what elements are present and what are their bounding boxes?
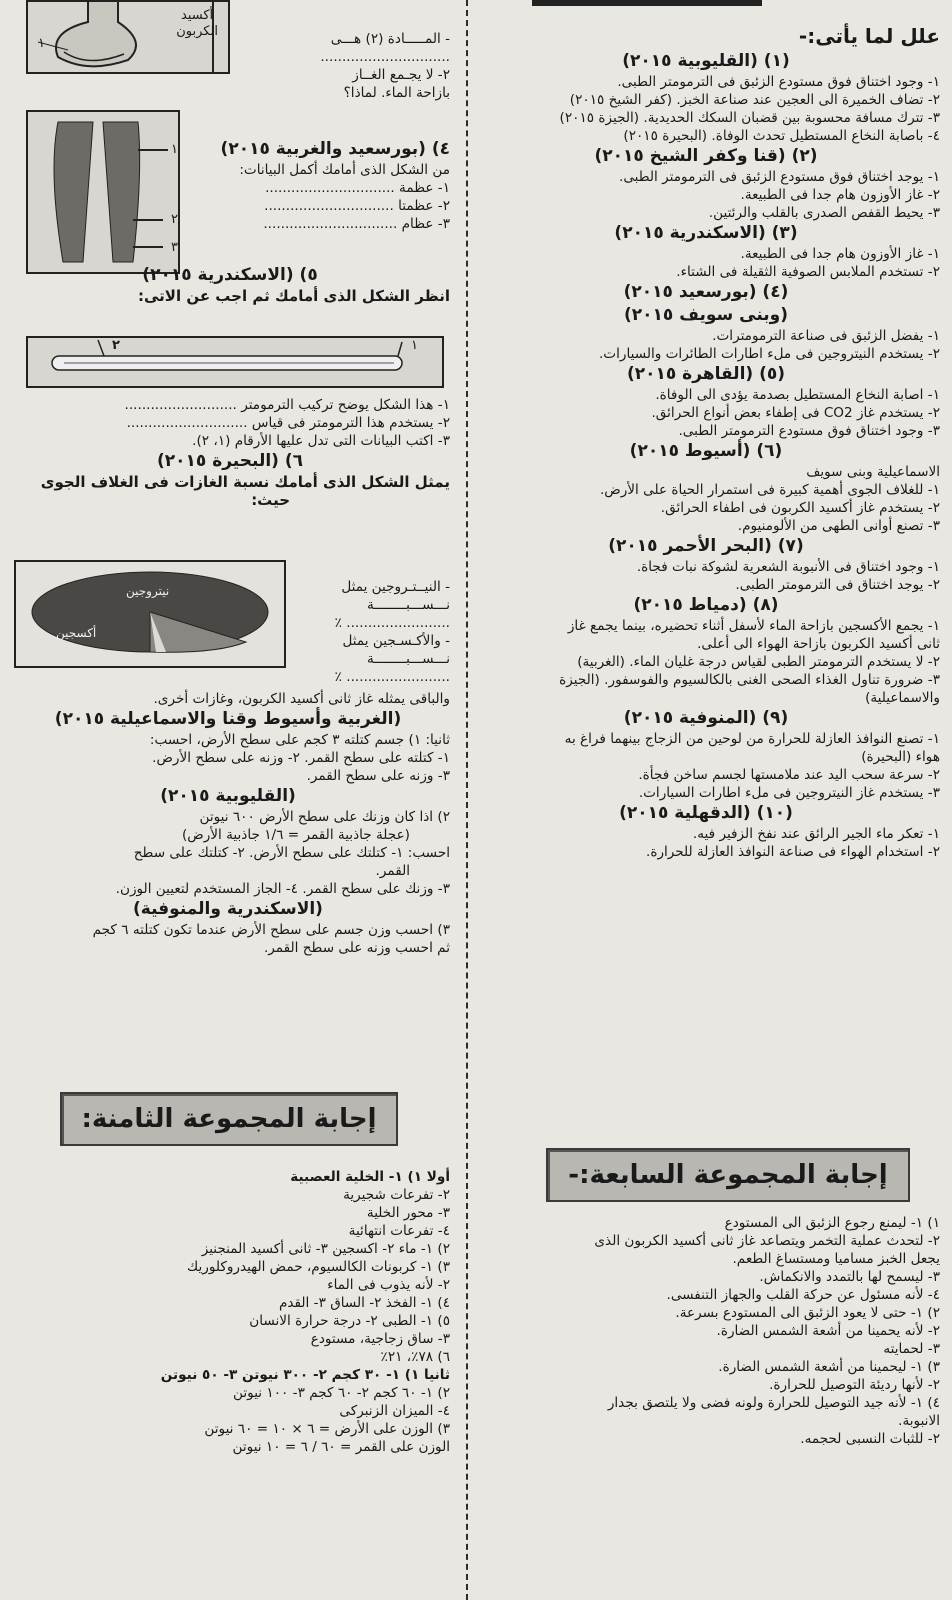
q5-item-2: ٢- يستخدم هذا الترمومتر فى قياس ............................ [126, 415, 450, 431]
right-block-item: ١- يفضل الزئبق فى صناعة الترمومترات. [712, 328, 940, 344]
right-answer-line: ٣- لحمايته [883, 1341, 940, 1357]
right-block-item: ٣- تصنع أوانى الطهى من الألومنيوم. [737, 518, 940, 534]
right-block-item: ١- وجود اختناق فوق مستودع الزئبق فى الترمومتر الطبى. [617, 74, 940, 90]
qalyub-line-2: (عجلة جاذبية القمر = ١/٦ جاذبية الأرض) [181, 827, 410, 843]
right-block-item: الاسماعيلية وبنى سويف [806, 464, 940, 480]
right-answer-line: ١) ١- ليمنع رجوع الزئبق الى المستودع [724, 1215, 940, 1231]
qalyub-heading: (القليوبية ٢٠١٥) [160, 786, 296, 806]
right-block-item: ٢- تستخدم الملابس الصوفية الثقيلة فى الشتاء. [676, 264, 940, 280]
right-block-item: ثانى أكسيد الكربون بازاحة الهواء الى أعلى. [697, 636, 940, 652]
right-block-item: ٣- يستخدم غاز النيتروجين فى ملء اطارات السيارات. [638, 785, 940, 801]
alex-line-2: ثم احسب وزنه على سطح القمر. [263, 940, 450, 956]
left-top-line-1: - المـــــادة (٢) هـــى [330, 31, 450, 47]
column-divider [466, 0, 468, 1600]
q4-item-1: ١- عظمة .............................. [265, 180, 450, 196]
pie-label-oxygen: أكسجين [56, 626, 97, 640]
left-answer-line: ٤) ١- الفخذ ٢- الساق ٣- القدم [278, 1295, 450, 1311]
right-answer-line: ٤- لأنه مسئول عن حركة القلب والجهاز التنفسى. [666, 1287, 940, 1303]
q4-heading: ٤) (بورسعيد والغربية ٢٠١٥) [220, 139, 450, 159]
left-answer-line: ٤- تفرعات انتهائية [348, 1223, 450, 1239]
right-block-item: ١- تعكر ماء الجير الرائق عند نفخ الزفير فيه. [692, 826, 940, 842]
left-answer-line: ٢- لأنه يذوب فى الماء [327, 1277, 450, 1293]
gas-pie-figure [14, 560, 286, 668]
q4-item-3: ٣- عظام ............................... [263, 216, 450, 232]
leg-label-3: ٣ [171, 240, 178, 255]
alex-line-1: ٣) احسب وزن جسم على سطح الأرض عندما تكون كتلته ٦ كجم [92, 922, 450, 938]
leg-label-1: ١ [171, 142, 178, 157]
thania-line-1: ثانيا: ١) جسم كتلته ٣ كجم على سطح الأرض، احسب: [149, 732, 450, 748]
right-answer-line: ٢- للثبات النسبى لحجمه. [800, 1431, 940, 1447]
left-answer-line: ٣) الوزن على الأرض = ٦ × ١٠ = ٦٠ نيوتن [204, 1421, 450, 1437]
thania-line-2: ١- كتلته على سطح القمر. ٢- وزنه على سطح الأرض. [152, 750, 450, 766]
right-answer-line: ٢- لأنه يحمينا من أشعة الشمس الضارة. [716, 1323, 940, 1339]
leg-bones-figure [26, 110, 180, 274]
right-block-item: ٢- غاز الأوزون هام جدا فى الطبيعة. [740, 187, 940, 203]
right-answer-line: ٢- لأنها رديئة التوصيل للحرارة. [769, 1377, 940, 1393]
right-block-heading: (٤) (بورسعيد ٢٠١٥) [623, 282, 789, 302]
right-questions [472, 50, 940, 861]
left-answer-line: ٢) ١- ٦٠ كجم ٢- ٦٠ كجم ٣- ١٠٠ نيوتن [233, 1385, 450, 1401]
left-answer-line: ٢) ١- ماء ٢- اكسجين ٣- ثانى أكسيد المنجنيز [201, 1241, 450, 1257]
alex-heading: (الاسكندرية والمنوفية) [133, 899, 323, 919]
right-block-item: ٣- ضرورة تناول الغذاء الصحى الغنى بالكالسيوم والفوسفور. (الجيزة [559, 672, 940, 688]
q5-item-1: ١- هذا الشكل يوضح تركيب الترمومتر .......................... [124, 397, 450, 413]
right-answer-line: ٢- لتحدث عملية التخمر ويتصاعد غاز ثانى أكسيد الكربون الذى [594, 1233, 940, 1249]
right-block-item: ٢- يستخدم النيتروجين فى ملء اطارات الطائرات والسيارات. [598, 346, 940, 362]
right-block-item: ٤- باصابة النخاع المستطيل تحدث الوفاة. (البحيرة ٢٠١٥) [623, 128, 940, 144]
leg-label-2: ٢ [171, 212, 178, 227]
left-answer-line: ٣- محور الخلية [366, 1205, 450, 1221]
right-answer-line: ٣- ليسمح لها بالتمدد والانكماش. [759, 1269, 940, 1285]
q6-line-3: ........................ ٪ [334, 615, 450, 631]
q6-line-2: نـــســـبــــــــة [366, 597, 450, 613]
q6-line-5: نـــســـبــــــــة [366, 651, 450, 667]
right-answer-line: ٢) ١- حتى لا يعود الزئبق الى المستودع بسرعة. [675, 1305, 940, 1321]
q6-intro-2: حيث: [251, 491, 290, 509]
thermometer-figure [26, 336, 444, 388]
thermometer-drawing [28, 338, 442, 386]
flask-label-1: ١ [38, 36, 45, 51]
right-block-item: ١- يوجد اختناق فوق مستودع الزئبق فى الترمومتر الطبى. [619, 169, 940, 185]
left-answers [10, 1168, 450, 1456]
left-answer-line: ٤- الميزان الزنبركى [339, 1403, 450, 1419]
q6-line-1: - النيــتـروجين يمثل [341, 579, 450, 595]
right-block-heading: (وبنى سويف ٢٠١٥) [624, 305, 788, 325]
right-block-item: ٢- استخدام الهواء فى صناعة النوافذ العازلة للحرارة. [646, 844, 940, 860]
right-block-item: ٢- لا يستخدم الترمومتر الطبى لقياس درجة غليان الماء. (الغربية) [577, 654, 940, 670]
left-answer-line: ٢- تفرعات شجيرية [343, 1187, 450, 1203]
q4-item-2: ٢- عظمتا .............................. [264, 198, 450, 214]
right-block-item: ٣- يحيط القفص الصدرى بالقلب والرئتين. [708, 205, 940, 221]
right-answers-banner: إجابة المجموعة السابعة:- [546, 1148, 910, 1202]
left-answer-line: أولا ١) ١- الخلية العصبية [290, 1169, 450, 1185]
right-block-item: ٣- وجود اختناق فوق مستودع الترمومتر الطبى. [678, 423, 940, 439]
left-answer-line: ثانيا ١) ١- ٣٠ كجم ٢- ٣٠٠ نيوتن ٣- ٥٠ نيوتن [160, 1367, 450, 1383]
thania-line-3: ٣- وزنه على سطح القمر. [306, 768, 450, 784]
left-answer-line: الوزن على القمر = ٦٠ / ٦ = ١٠ نيوتن [232, 1439, 450, 1455]
left-answer-line: ٣- ساق زجاجية، مستودع [310, 1331, 450, 1347]
right-answer-line: ٣) ١- ليحمينا من أشعة الشمس الضارة. [718, 1359, 940, 1375]
right-block-item: ٢- يستخدم غاز أكسيد الكربون فى اطفاء الحرائق. [660, 500, 940, 516]
left-answer-line: ٣) ١- كربونات الكالسيوم، حمض الهيدروكلوريك [187, 1259, 450, 1275]
right-block-heading: (٦) (أسيوط ٢٠١٥) [629, 441, 783, 461]
therm-label-1: ١ [411, 338, 418, 353]
qalyub-line-4: القمر. [375, 863, 410, 879]
right-block-heading: (٧) (البحر الأحمر ٢٠١٥) [608, 536, 804, 556]
q5-heading: ٥) (الاسكندرية ٢٠١٥) [142, 265, 318, 285]
right-block-heading: (٣) (الاسكندرية ٢٠١٥) [614, 223, 798, 243]
left-answer-line: ٦) ٧٨٪، ٢١٪ [380, 1349, 450, 1365]
right-answer-line: ٤) ١- لأنه جيد التوصيل للحرارة ولونه فضى ولا يلتصق بجدار [607, 1395, 940, 1411]
therm-label-2: ٢ [112, 338, 120, 353]
right-block-heading: (٥) (القاهرة ٢٠١٥) [626, 364, 786, 384]
q4-intro: من الشكل الذى أمامك أكمل البيانات: [239, 162, 450, 178]
right-column [472, 0, 946, 1600]
q6-intro-1: يمثل الشكل الذى أمامك نسبة الغازات فى الغلاف الجوى [40, 473, 450, 491]
right-block-item: والاسماعيلية) [865, 690, 940, 706]
pie-label-nitrogen: نيتروجين [126, 584, 170, 598]
right-block-item: ٢- يستخدم غاز CO2 فى إطفاء بعض أنواع الحرائق. [651, 405, 940, 421]
right-block-item: ٢- تضاف الخميرة الى العجين عند صناعة الخبز. (كفر الشيخ ٢٠١٥) [569, 92, 940, 108]
right-block-heading: (٨) (دمياط ٢٠١٥) [633, 595, 779, 615]
q6-line-4: - والأكـسـجين يمثل [342, 633, 450, 649]
right-section-title: علل لما يأتى:- [798, 24, 940, 48]
left-top-line-2: .............................. [320, 49, 450, 65]
right-block-item: ١- غاز الأوزون هام جدا فى الطبيعة. [740, 246, 940, 262]
left-top-line-4: بازاحة الماء. لماذا؟ [343, 85, 450, 101]
left-column [6, 0, 458, 1600]
right-block-item: ١- للغلاف الجوى أهمية كبيرة فى استمرار الحياة على الأرض. [599, 482, 940, 498]
right-block-heading: (٩) (المنوفية ٢٠١٥) [623, 708, 789, 728]
left-answer-line: ٥) ١- الطبى ٢- درجة حرارة الانسان [249, 1313, 450, 1329]
q5-intro: انظر الشكل الذى أمامك ثم اجب عن الاتى: [137, 287, 450, 305]
right-answer-line: يجعل الخبز مساميا ومستساغ الطعم. [732, 1251, 940, 1267]
qalyub-line-1: ٢) اذا كان وزنك على سطح الأرض ٦٠٠ نيوتن [199, 809, 450, 825]
right-block-item: ١- تصنع النوافذ العازلة للحرارة من لوحين من الزجاج بينهما فراغ به [564, 731, 940, 747]
q6-tail: والباقى يمثله غاز ثانى أكسيد الكربون، وغازات أخرى. [153, 691, 450, 707]
right-block-heading: (١) (القليوبية ٢٠١٥) [622, 51, 790, 71]
qalyub-line-5: ٣- وزنك على سطح القمر. ٤- الجاز المستخدم لتعيين الوزن. [115, 881, 450, 897]
right-block-heading: (٢) (قنا وكفر الشيخ ٢٠١٥) [594, 146, 818, 166]
right-block-item: هواء (البحيرة) [861, 749, 940, 765]
gas-pie-drawing [16, 562, 284, 666]
right-answer-line: الانبوبة. [898, 1413, 940, 1429]
right-block-item: ٣- تترك مسافة محسوبة بين قضبان السكك الحديدية. (الجيزة ٢٠١٥) [559, 110, 940, 126]
right-block-heading: (١٠) (الدقهلية ٢٠١٥) [619, 803, 793, 823]
leg-bones-drawing [28, 112, 178, 272]
flask-figure [26, 0, 230, 74]
left-answers-banner: إجابة المجموعة الثامنة: [60, 1092, 398, 1146]
left-top-line-3: ٢- لا يجـمع الغــاز [352, 67, 450, 83]
qalyub-line-3: احسب: ١- كتلتك على سطح الأرض. ٢- كتلتك على سطح [133, 845, 450, 861]
right-block-item: ١- وجود اختناق فى الأنبوبة الشعرية لشوكة نبات فجاة. [636, 559, 940, 575]
right-block-item: ١- اصابة النخاع المستطيل بصدمة يؤدى الى الوفاة. [655, 387, 940, 403]
right-block-item: ٢- يوجد اختناق فى الترمومتر الطبى. [735, 577, 940, 593]
q6-line-6: ........................ ٪ [334, 669, 450, 685]
q6-heading: ٦) (البحيرة ٢٠١٥) [156, 451, 303, 471]
right-answers [472, 1214, 940, 1448]
flask-label-carbon: الكربون [176, 24, 218, 39]
right-block-item: ١- يجمع الأكسجين بازاحة الماء لأسفل أثناء تحضيره، بينما يجمع غاز [567, 618, 940, 634]
gharbia-heading: (الغربية وأسيوط وقنا والاسماعيلية ٢٠١٥) [54, 709, 402, 729]
q5-item-3: ٣- اكتب البيانات التى تدل عليها الأرقام (١، ٢). [192, 433, 450, 449]
right-block-item: ٢- سرعة سحب اليد عند ملامستها لجسم ساخن فجأة. [638, 767, 940, 783]
flask-label-oxide: أكسيد [181, 8, 214, 23]
